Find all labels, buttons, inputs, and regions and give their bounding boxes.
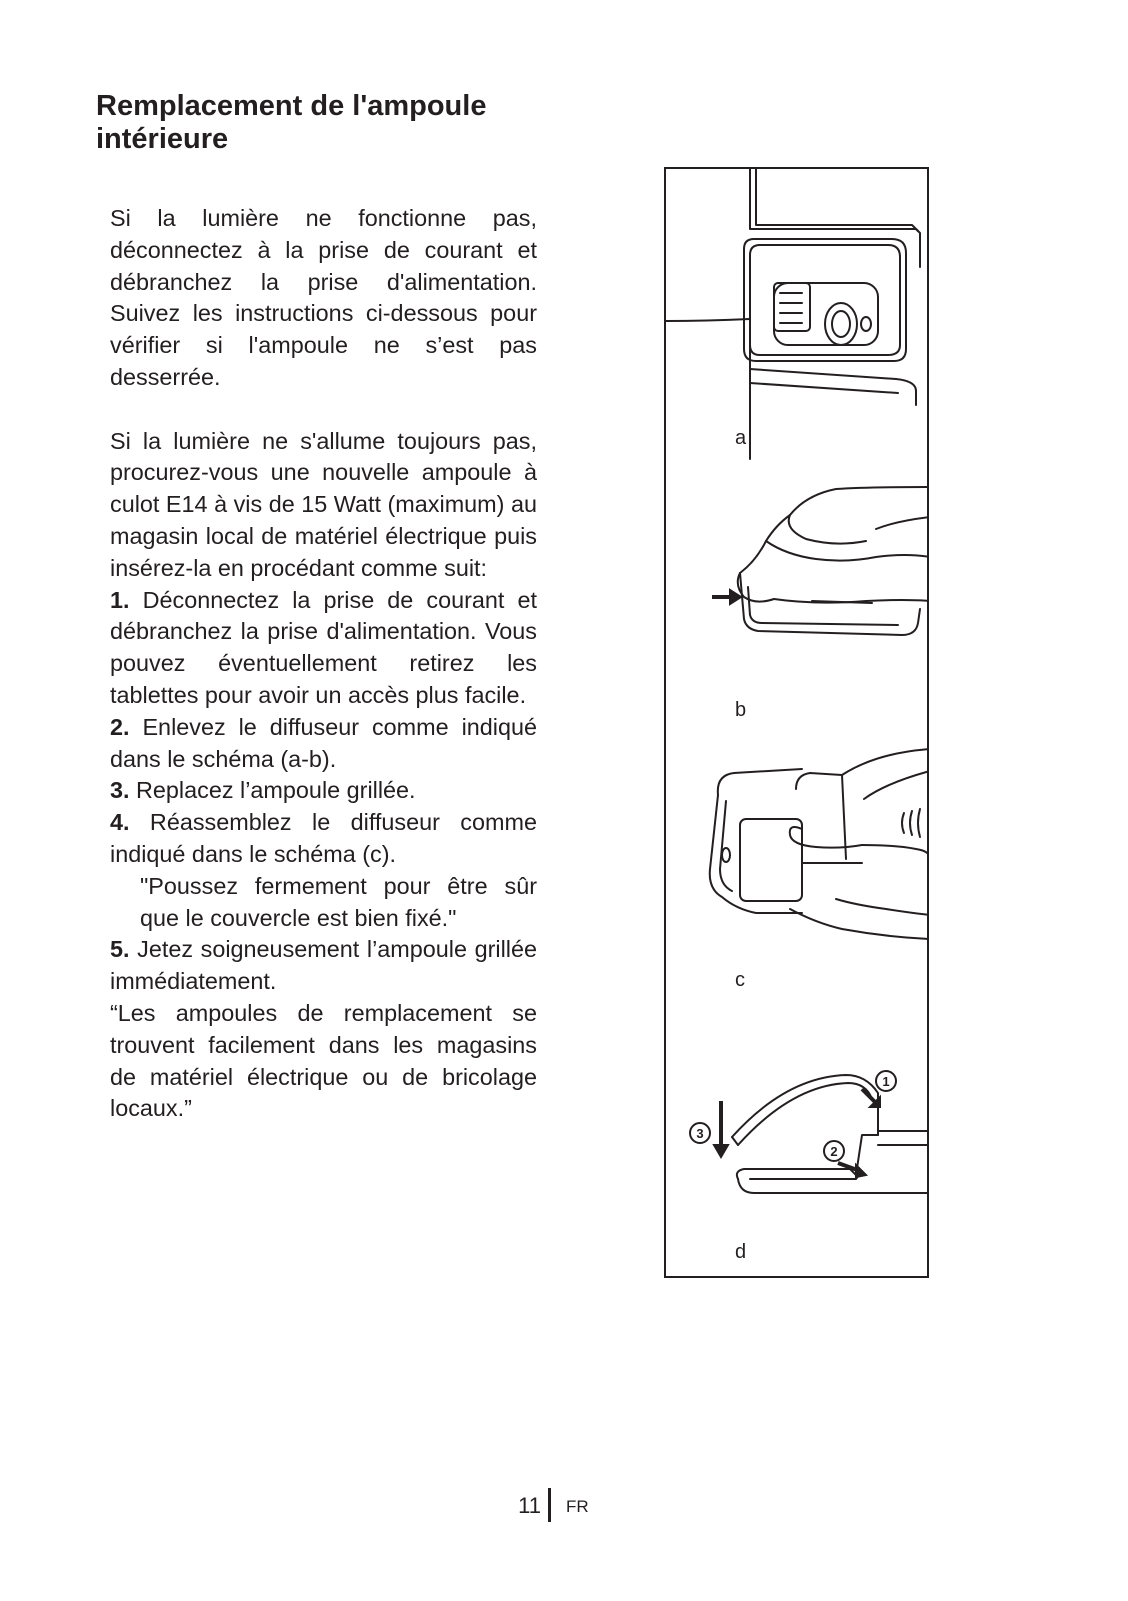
figure-label-c: c [735,969,745,991]
diagram-illustrations [666,169,929,1278]
diagram-panel [664,167,929,1278]
step-2 [96,712,537,776]
intro-paragraph: Si la lumière ne fonctionne pas, déconnectez à la prise de courant et débranchez la prise d'alimentation. Suivez les instructions ci-dessous pour vérifier si l'ampoule ne s’est pas desserrée. [110,205,537,390]
step-number: 3. [110,777,130,804]
language-code: FR [566,1497,589,1516]
figure-label-a: a [735,427,747,449]
push-note: "Poussez fermement pour être sûr que le couvercle est bien fixé." [140,872,537,931]
step-1 [96,585,537,712]
step-5 [96,934,537,998]
title-line-2: intérieure [96,123,229,155]
figure-b-hand-removing-diffuser [738,487,929,635]
step-text: Réassemblez le diffuseur comme indiqué dans le schéma (c). [110,809,537,867]
title-line-1: Remplacement de l'ampoule [96,90,487,122]
figure-label-b: b [735,699,747,721]
page-title [96,90,566,156]
replacement-note: “Les ampoules de remplacement se trouvent facilement dans les magasins de matériel électrique ou de bricolage locaux.” [110,999,537,1122]
step-text: Jetez soigneusement l’ampoule grillée immédiatement. [110,936,537,995]
marker-2: 2 [830,1144,838,1159]
step-4 [96,807,537,871]
step-number: 2. [110,713,130,740]
figure-label-d: d [735,1241,747,1263]
step-3 [96,775,537,807]
figure-d-diffuser-sequence [732,1075,929,1193]
marker-1: 1 [882,1074,890,1089]
figure-a-lamp-housing [666,169,920,459]
step-text: Déconnectez la prise de courant et débranchez la prise d'alimentation. Vous pouvez éventuellement retirez les tablettes pour avoir un accès plus facile. [110,586,537,708]
step-text: Enlevez le diffuseur comme indiqué dans le schéma (a-b). [110,713,538,772]
marker-3: 3 [696,1126,704,1141]
figure-c-hand-reinstalling-diffuser [710,749,929,939]
step-number: 1. [110,586,130,613]
step-number: 5. [110,936,130,963]
bulb-spec-paragraph: Si la lumière ne s'allume toujours pas, procurez-vous une nouvelle ampoule à culot E14 à vis de 15 Watt (maximum) au magasin local de matériel électrique puis insérez-la en procédant comme suit: [110,427,537,581]
step-text: Replacez l’ampoule grillée. [136,777,416,804]
step-number: 4. [110,809,130,836]
instructions-text [96,203,537,1125]
footer-divider [548,1488,551,1522]
page-number: 11 [518,1493,541,1518]
page-footer [0,1488,1128,1524]
